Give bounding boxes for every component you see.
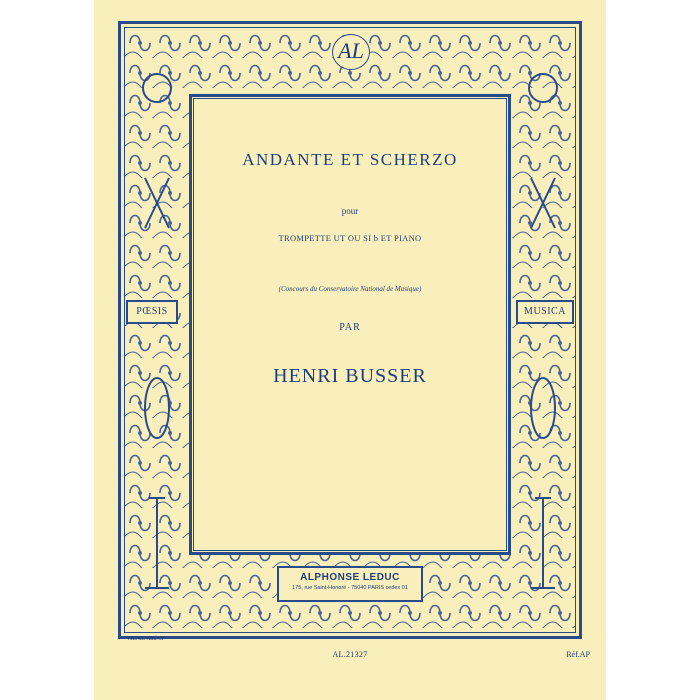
work-title: ANDANTE ET SCHERZO — [242, 150, 458, 169]
composer-name: HENRI BUSSER — [273, 365, 427, 387]
catalog-number: AL.21327 — [332, 650, 368, 659]
publisher-box — [277, 566, 423, 602]
instrumentation: TROMPETTE UT OU SI b ET PIANO — [278, 233, 422, 243]
publisher-name: ALPHONSE LEDUC — [300, 572, 400, 583]
left-banner: PŒSIS — [126, 300, 178, 324]
par-label: PAR — [339, 322, 361, 333]
publisher-address: 175, rue Saint-Honoré - 75040 PARIS cedex 01 — [292, 585, 408, 591]
publisher-logo: AL — [332, 34, 370, 70]
right-banner: MUSICA — [516, 300, 574, 324]
reference-code: Réf.AP — [566, 650, 590, 659]
concours-subtitle: (Concours du Conservatoire National de Musique) — [278, 285, 422, 293]
artist-signature: Marius Audrot — [128, 636, 164, 642]
pour-label: pour — [341, 206, 359, 216]
